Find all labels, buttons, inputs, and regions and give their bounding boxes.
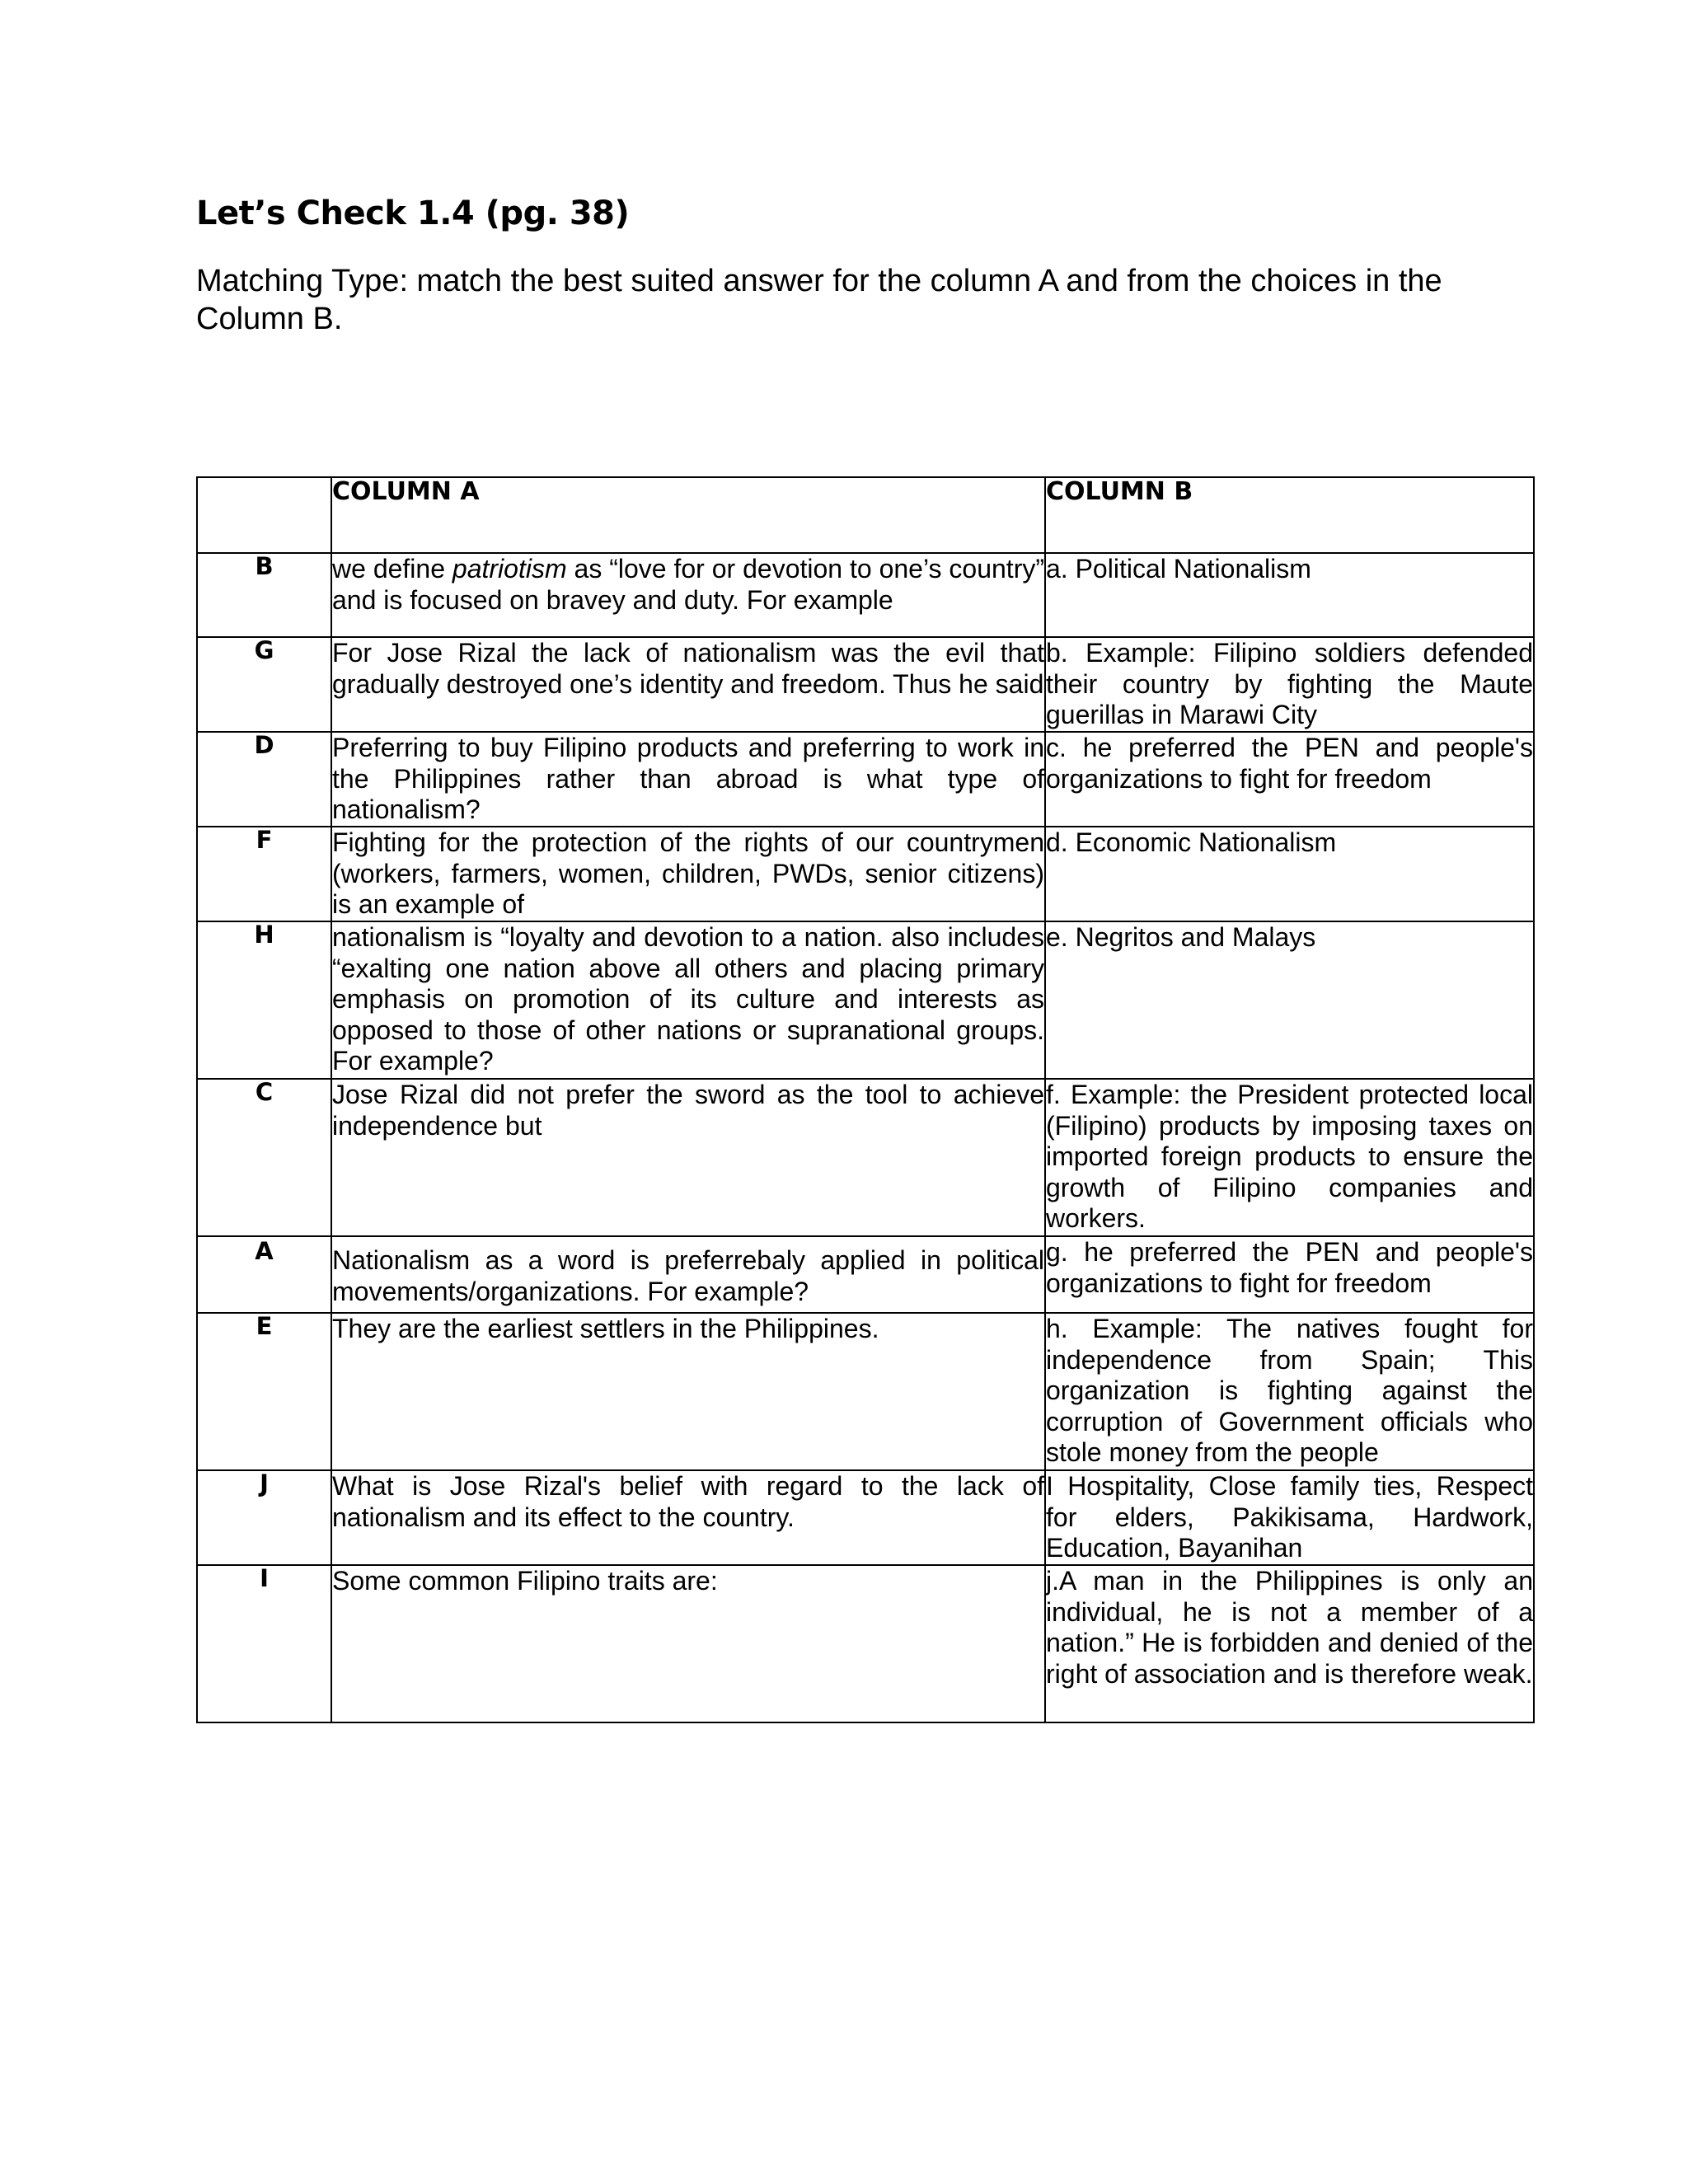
- column-a-text-post: as “love for or devotion to one’s country” and is focused on bravey and duty. For example: [332, 554, 1044, 615]
- answer-key: B: [197, 553, 331, 637]
- table-row: [197, 827, 1534, 921]
- column-a-item: Jose Rizal did not prefer the sword as the tool to achieve independence but: [331, 1079, 1045, 1236]
- table-row: [197, 1079, 1534, 1236]
- column-a-text-pre: we define: [332, 554, 452, 583]
- answer-key: F: [197, 827, 331, 921]
- column-a-item: Some common Filipino traits are:: [331, 1565, 1045, 1722]
- column-a-item: nationalism is “loyalty and devotion to a nation. also includes “exalting one nation above all others and placing primary emphasis on promotion of its culture and interests as opposed to those of other nations or supranational groups. For example?: [331, 921, 1045, 1079]
- header-key-cell: [197, 477, 331, 553]
- column-b-item: a. Political Nationalism: [1045, 553, 1534, 637]
- answer-key: C: [197, 1079, 331, 1236]
- page-title: Let’s Check 1.4 (pg. 38): [196, 194, 630, 232]
- column-a-item: Preferring to buy Filipino products and preferring to work in the Philippines rather than abroad is what type of nationalism?: [331, 732, 1045, 827]
- column-a-item: Nationalism as a word is preferrebaly applied in political movements/organizations. For example?: [331, 1236, 1045, 1313]
- header-column-b: COLUMN B: [1045, 477, 1534, 553]
- column-b-item: d. Economic Nationalism: [1045, 827, 1534, 921]
- column-a-item: They are the earliest settlers in the Philippines.: [331, 1313, 1045, 1470]
- column-b-item: h. Example: The natives fought for independence from Spain; This organization is fighting against the corruption of Government officials who stole money from the people: [1045, 1313, 1534, 1470]
- column-b-item: j.A man in the Philippines is only an individual, he is not a member of a nation.” He is forbidden and denied of the right of association and is therefore weak.: [1045, 1565, 1534, 1722]
- column-b-item: g. he preferred the PEN and people's organizations to fight for freedom: [1045, 1236, 1534, 1313]
- column-b-item: c. he preferred the PEN and people's organizations to fight for freedom: [1045, 732, 1534, 827]
- answer-key: J: [197, 1470, 331, 1565]
- table-row: [197, 637, 1534, 732]
- instructions-text: Matching Type: match the best suited answer for the column A and from the choices in the Column B.: [196, 264, 1442, 336]
- column-b-item: e. Negritos and Malays: [1045, 921, 1534, 1079]
- column-b-item: b. Example: Filipino soldiers defended their country by fighting the Maute guerillas in Marawi City: [1045, 637, 1534, 732]
- column-a-item: What is Jose Rizal's belief with regard to the lack of nationalism and its effect to the country.: [331, 1470, 1045, 1565]
- table-row: [197, 732, 1534, 827]
- answer-key: I: [197, 1565, 331, 1722]
- table-row: [197, 921, 1534, 1079]
- answer-key: H: [197, 921, 331, 1079]
- table-row: [197, 1313, 1534, 1470]
- header-column-a: COLUMN A: [331, 477, 1045, 553]
- column-b-item: I Hospitality, Close family ties, Respect for elders, Pakikisama, Hardwork, Education, Bayanihan: [1045, 1470, 1534, 1565]
- column-a-term: patriotism: [452, 554, 567, 583]
- answer-key: G: [197, 637, 331, 732]
- answer-key: E: [197, 1313, 331, 1470]
- matching-table: [196, 476, 1535, 1723]
- table-row: [197, 1565, 1534, 1722]
- table-row: [197, 1236, 1534, 1313]
- table-row: [197, 553, 1534, 637]
- answer-key: D: [197, 732, 331, 827]
- column-a-item: For Jose Rizal the lack of nationalism was the evil that gradually destroyed one’s identity and freedom. Thus he said: [331, 637, 1045, 732]
- table-row: [197, 1470, 1534, 1565]
- column-a-item: [331, 553, 1045, 637]
- table-header-row: [197, 477, 1534, 553]
- column-a-item: Fighting for the protection of the rights of our countrymen (workers, farmers, women, children, PWDs, senior citizens) is an example of: [331, 827, 1045, 921]
- answer-key: A: [197, 1236, 331, 1313]
- column-b-item: f. Example: the President protected local (Filipino) products by imposing taxes on imported foreign products to ensure the growth of Filipino companies and workers.: [1045, 1079, 1534, 1236]
